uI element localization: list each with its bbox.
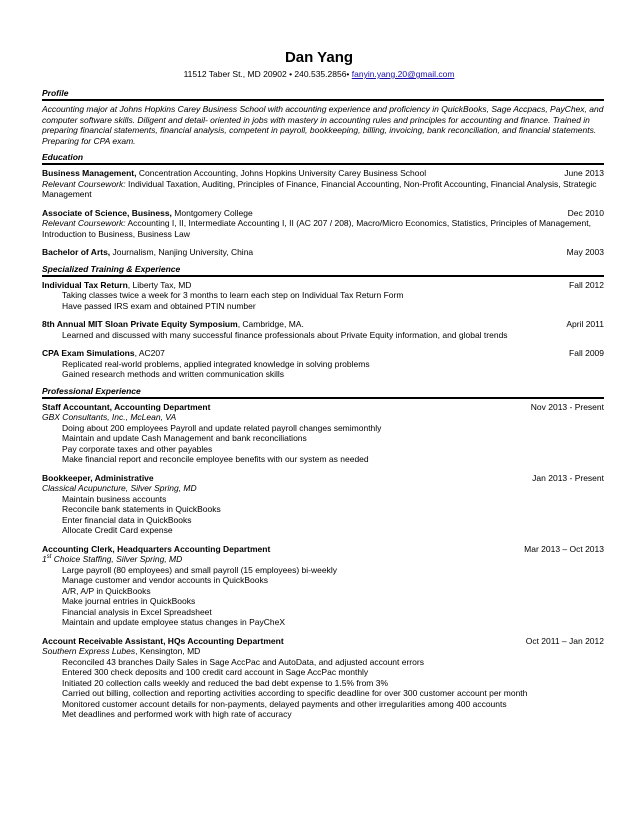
list-item: Taking classes twice a week for 3 months to learn each step on Individual Tax Return Form	[62, 290, 404, 300]
degree: Associate of Science, Business,	[42, 207, 172, 218]
training-detail: , Liberty Tax, MD	[127, 279, 192, 290]
degree: Business Management,	[42, 168, 137, 178]
list-item: Learned and discussed with many successful finance professionals about Private Equity information, and global trends	[62, 329, 508, 340]
job-role: Account Receivable Assistant, HQs Accounting Department	[42, 635, 284, 646]
education-entry	[42, 168, 604, 200]
list-item: Make financial report and reconcile employee benefits with our system as needed	[62, 454, 369, 464]
job-role: Bookkeeper, Administrative	[42, 472, 154, 483]
list-item: Reconcile bank statements in QuickBooks	[62, 504, 221, 514]
job-company: Classical Acupuncture, Silver Spring, MD	[42, 483, 197, 493]
job-entry	[42, 636, 604, 720]
job-date: Mar 2013 – Oct 2013	[524, 543, 604, 554]
list-item: Allocate Credit Card expense	[62, 525, 173, 535]
education-entry	[42, 208, 604, 240]
training-detail: , AC207	[134, 348, 165, 358]
profile-text: Accounting major at Johns Hopkins Carey Business School with accounting experience and proficiency in QuickBooks, Sage Accpacs, PayChex, and computer software skills. Diligent and detail- oriented in jobs with mastery in accounting rules and principles for accounting and finance. Trained in preparing financial statements, financial analysis, competent in payroll, bookkeeping, billing, invoicing, bank reconciliation, and financial statements. Preparing for CPA exam.	[42, 104, 604, 146]
training-entry	[42, 348, 604, 380]
company-ordinal: st	[46, 554, 52, 561]
email-link[interactable]: fanyin.yang.20@gmail.com	[351, 69, 455, 79]
list-item: Financial analysis in Excel Spreadsheet	[62, 606, 212, 617]
candidate-name: Dan Yang	[284, 49, 354, 66]
list-item: Pay corporate taxes and other payables	[62, 443, 213, 454]
list-item: Initiated 20 collection calls weekly and reduced the bad debt expense to 1.5% from 3%	[62, 677, 389, 688]
job-date: Nov 2013 - Present	[530, 401, 604, 412]
list-item: Enter financial data in QuickBooks	[62, 514, 192, 525]
company-name: Southern Express Lubes	[42, 646, 136, 656]
company-number: 1	[42, 554, 47, 564]
training-entry	[42, 319, 604, 340]
job-entry	[42, 402, 604, 465]
job-date: Jan 2013 - Present	[532, 472, 604, 483]
training-name: Individual Tax Return	[42, 279, 128, 290]
training-date: Fall 2012	[569, 279, 604, 290]
training-name: 8th Annual MIT Sloan Private Equity Symposium	[42, 319, 238, 329]
list-item: Make journal entries in QuickBooks	[62, 596, 196, 606]
job-entry	[42, 544, 604, 628]
list-item: Maintain and update Cash Management and bank reconciliations	[62, 433, 307, 443]
company-location: , Kensington, MD	[135, 646, 201, 656]
degree-detail: Concentration Accounting, Johns Hopkins University Carey Business School	[136, 168, 427, 178]
list-item: Carried out billing, collection and reporting activities according to specific deadline for over 300 customer account per month	[62, 688, 528, 698]
coursework: Accounting I, II, Intermediate Accounting I, II (AC 207 / 208), Macro/Micro Economics, Statistics, Principles of Management, Introduction to Business, Business Law	[42, 218, 591, 239]
coursework: Individual Taxation, Auditing, Principles of Finance, Financial Accounting, Non-Profit Accounting, Financial Analysis, Strategic Management	[42, 178, 597, 199]
training-detail: , Cambridge, MA.	[237, 319, 304, 329]
list-item: Gained research methods and written communication skills	[62, 369, 285, 379]
list-item: Monitored customer account details for non-payments, delayed payments and other irregularities among 400 accounts	[62, 698, 507, 709]
list-item: Reconciled 43 branches Daily Sales in Sage AccPac and AutoData, and adjusted account errors	[62, 656, 424, 667]
job-role: Staff Accountant, Accounting Department	[42, 401, 211, 412]
contact-line	[0, 69, 638, 80]
section-title-training: Specialized Training & Experience	[42, 264, 604, 277]
training-date: April 2011	[566, 319, 604, 329]
degree-detail: Montgomery College	[171, 207, 253, 218]
list-item: A/R, A/P in QuickBooks	[62, 585, 151, 596]
training-entry	[42, 280, 604, 312]
job-entry	[42, 473, 604, 536]
coursework-label: Relevant Coursework:	[42, 178, 126, 189]
section-title-education: Education	[42, 152, 604, 165]
list-item: Entered 300 check deposits and 100 credit card account in Sage AccPac monthly	[62, 667, 369, 677]
address-phone: 11512 Taber St., MD 20902 • 240.535.2856•	[183, 69, 350, 79]
education-entry	[42, 247, 604, 258]
list-item: Large payroll (80 employees) and small payroll (15 employees) bi-weekly	[62, 564, 337, 575]
degree-detail: Journalism, Nanjing University, China	[110, 247, 254, 257]
job-company	[42, 554, 604, 565]
list-item: Maintain business accounts	[62, 493, 167, 504]
training-date: Fall 2009	[569, 348, 604, 358]
list-item: Doing about 200 employees Payroll and update related payroll changes semimonthly	[62, 422, 382, 433]
education-date: June 2013	[564, 168, 604, 178]
company-name: Choice Staffing, Silver Spring, MD	[51, 554, 183, 564]
job-date: Oct 2011 – Jan 2012	[525, 635, 604, 646]
list-item: Have passed IRS exam and obtained PTIN number	[62, 300, 256, 311]
section-title-profile: Profile	[42, 88, 604, 101]
job-company	[42, 646, 604, 657]
list-item: Met deadlines and performed work with high rate of accuracy	[62, 709, 292, 719]
education-date: May 2003	[566, 247, 604, 257]
list-item: Replicated real-world problems, applied integrated knowledge in solving problems	[62, 358, 370, 369]
list-item: Maintain and update employee status changes in PayCheX	[62, 617, 286, 627]
resume-body	[42, 88, 604, 720]
job-role: Accounting Clerk, Headquarters Accounting Department	[42, 543, 271, 554]
list-item: Manage customer and vendor accounts in QuickBooks	[62, 575, 269, 585]
job-company: GBX Consultants, Inc., McLean, VA	[42, 412, 177, 422]
coursework-label: Relevant Coursework:	[42, 218, 126, 228]
education-date: Dec 2010	[567, 207, 604, 218]
section-title-experience: Professional Experience	[42, 386, 604, 399]
degree: Bachelor of Arts,	[42, 247, 111, 257]
training-name: CPA Exam Simulations	[42, 348, 135, 358]
